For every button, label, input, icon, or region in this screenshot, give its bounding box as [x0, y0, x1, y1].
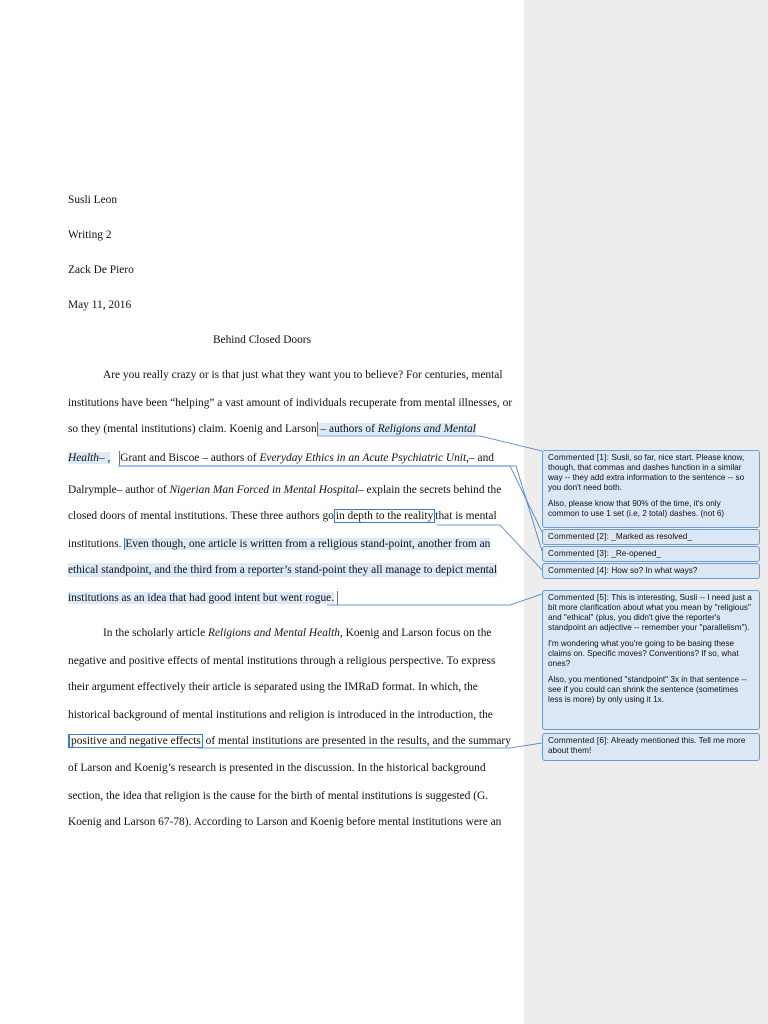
book-title: Everyday Ethics in an Acute Psychiatric Unit	[259, 452, 467, 464]
paragraph2-line5-end: of mental institutions are presented in the results, and the summary	[202, 735, 511, 747]
paragraph1-line4-text: Grant and Biscoe – authors of	[120, 452, 260, 464]
comment-5[interactable]	[542, 590, 760, 730]
comment6-anchor[interactable]: positive and negative effects	[68, 734, 203, 748]
comment-text: _Marked as resolved_	[611, 532, 692, 541]
paragraph1-line5-text: Dalrymple– author of	[68, 484, 170, 496]
paragraph1-line7-text: institutions.	[68, 538, 125, 550]
paragraph2-line1	[103, 626, 491, 640]
paragraph1-line6	[68, 509, 497, 523]
paragraph1-line4	[68, 451, 494, 465]
paragraph1-line3	[68, 422, 476, 436]
document-title: Behind Closed Doors	[212, 334, 312, 346]
paragraph1-line7	[68, 537, 490, 551]
comment1-anchor-cont[interactable]	[68, 452, 110, 464]
comment-4[interactable]	[542, 563, 760, 579]
comment-label: Commented [4]:	[548, 566, 610, 575]
anchor-dash: – ,	[99, 452, 111, 464]
comment-label: Commented [6]:	[548, 736, 610, 745]
comment-text: I'm wondering what you're going to be basing these claims on. Specific moves? Conventions? If so, what ones?	[548, 639, 739, 668]
connector-comment1	[318, 436, 542, 451]
paragraph2-line2: negative and positive effects of mental institutions through a religious perspective. To express	[68, 655, 496, 667]
comment-text: Susli, so far, nice start. Please know, though, that commas and dashes function in a similar way -- they add extra information to the sentence -- so you don't need both.	[548, 453, 745, 492]
comment-1[interactable]	[542, 450, 760, 528]
paragraph2-line8: Koenig and Larson 67-78). According to Larson and Koenig before mental institutions were an	[68, 816, 502, 828]
paragraph1-line6-text: closed doors of mental institutions. These three authors go	[68, 510, 334, 522]
comment-text: This is interesting, Susli -- I need just a bit more clarification about what you mean by "religious" and "ethical" (plus, you didn't give the reporter's standpoint an adjective -- remember your "parallelism").	[548, 593, 752, 632]
paragraph1-line2: institutions have been “helping” a vast amount of individuals recuperate from mental illnesses, or	[68, 397, 513, 409]
comment-text: _Re-opened_	[611, 549, 661, 558]
comment5-anchor[interactable]: Even though, one article is written from a religious stand-point, another from an	[125, 538, 491, 550]
paragraph1-line3-text: so they (mental institutions) claim. Koenig and Larson	[68, 423, 317, 435]
paragraph1-line1: Are you really crazy or is that just what they want you to believe? For centuries, mental	[103, 369, 503, 381]
comment-text: Also, please know that 90% of the time, it's only common to use 1 set (i.e, 2 total) dashes. (not 6)	[548, 499, 725, 518]
anchor-italic-title: Religions and Mental	[377, 423, 476, 435]
paragraph2-line5	[68, 734, 511, 748]
document-date: May 11, 2016	[68, 299, 132, 311]
comment-label: Commented [3]:	[548, 549, 610, 558]
paragraph2-line7: section, the idea that religion is the cause for the birth of mental institutions is suggested (G.	[68, 790, 489, 802]
comment-3[interactable]	[542, 546, 760, 562]
comment5-anchor-end[interactable]: institutions as an idea that had good intent but went rogue.	[68, 592, 335, 604]
paragraph2-line3: their argument effectively their article is separated using the IMRaD format. In which, the	[68, 681, 478, 693]
author-name: Susli Leon	[68, 194, 118, 206]
paragraph2-line1-text: In the scholarly article	[103, 627, 209, 639]
paragraph2-line1-end: , Koenig and Larson focus on the	[339, 627, 492, 639]
comment-2[interactable]	[542, 529, 760, 545]
paragraph1-line5-end: – explain the secrets behind the	[358, 484, 502, 496]
comment-text: Already mentioned this. Tell me more about them!	[548, 736, 746, 755]
paragraph1-line9	[68, 591, 338, 605]
comment-text: How so? In what ways?	[611, 566, 698, 575]
connector-comment5	[327, 594, 542, 605]
anchor-italic-title-cont: Health	[68, 452, 100, 464]
comment4-anchor[interactable]: in depth to the reality	[335, 510, 434, 522]
paragraph2-line4: historical background of mental institutions and religion is introduced in the introduction, the	[68, 709, 493, 721]
paragraph1-line8[interactable]: ethical standpoint, and the third from a reporter’s stand-point they all manage to depict mental	[68, 564, 498, 576]
comment-anchor-marker	[337, 591, 338, 605]
comment-6[interactable]	[542, 733, 760, 761]
paragraph1-line4-end: ,– and	[466, 452, 494, 464]
instructor-name: Zack De Piero	[68, 264, 134, 276]
anchor-text: – authors of	[317, 423, 378, 435]
article-title: Nigerian Man Forced in Mental Hospital	[169, 484, 358, 496]
paragraph1-line5	[68, 483, 501, 497]
paragraph2-line6: of Larson and Koenig’s research is presented in the discussion. In the historical background	[68, 762, 486, 774]
paragraph1-line6-end: that is mental	[435, 510, 497, 522]
comment-label: Commented [1]:	[548, 453, 610, 462]
comment1-anchor[interactable]	[317, 423, 476, 435]
article-title-2: Religions and Mental Health	[208, 627, 340, 639]
comment-label: Commented [5]:	[548, 593, 610, 602]
course-name: Writing 2	[68, 229, 112, 241]
comment-label: Commented [2]:	[548, 532, 610, 541]
comment-text: Also, you mentioned "standpoint" 3x in that sentence -- see if you could can shrink the sentence (sometimes less is more) by only using it 1x.	[548, 675, 747, 704]
